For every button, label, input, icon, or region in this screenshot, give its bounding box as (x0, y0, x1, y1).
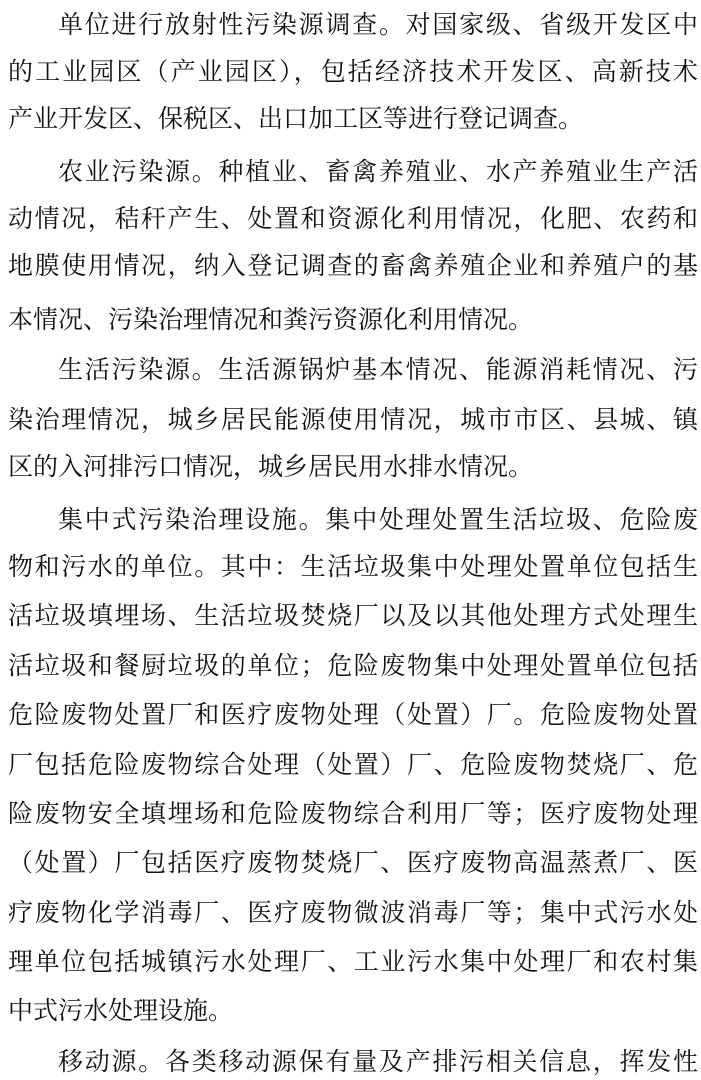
text-line: 单位进行放射性污染源调查。对国家级、省级开发区中 (58, 10, 698, 39)
text-line: 理单位包括城镇污水处理厂、工业污水集中处理厂和农村集 (8, 947, 698, 976)
text-line: 本情况、污染治理情况和粪污资源化利用情况。 (8, 305, 534, 334)
text-line: 危险废物处置厂和医疗废物处理（处置）厂。危险废物处置 (8, 700, 698, 729)
text-line: 动情况，秸秆产生、处置和资源化利用情况，化肥、农药和 (8, 204, 698, 233)
text-line: 物和污水的单位。其中：生活垃圾集中处理处置单位包括生 (8, 552, 698, 581)
text-line: 集中式污染治理设施。集中处理处置生活垃圾、危险废 (58, 505, 698, 534)
text-line: （处置）厂包括医疗废物焚烧厂、医疗废物高温蒸煮厂、医 (8, 848, 698, 877)
text-line: 疗废物化学消毒厂、医疗废物微波消毒厂等；集中式污水处 (8, 898, 698, 927)
text-line: 中式污水处理设施。 (8, 996, 234, 1025)
text-line: 的工业园区（产业园区），包括经济技术开发区、高新技术 (8, 57, 698, 86)
text-line: 农业污染源。种植业、畜禽养殖业、水产养殖业生产活 (58, 157, 698, 186)
text-line: 地膜使用情况，纳入登记调查的畜禽养殖企业和养殖户的基 (8, 251, 698, 280)
text-line: 移动源。各类移动源保有量及产排污相关信息，挥发性 (58, 1047, 698, 1076)
text-line: 区的入河排污口情况，城乡居民用水排水情况。 (8, 452, 534, 481)
text-line: 生活污染源。生活源锅炉基本情况、能源消耗情况、污 (58, 355, 698, 384)
text-line: 厂包括危险废物综合处理（处置）厂、危险废物焚烧厂、危 (8, 750, 698, 779)
text-line: 产业开发区、保税区、出口加工区等进行登记调查。 (8, 104, 584, 133)
text-line: 染治理情况，城乡居民能源使用情况，城市市区、县城、镇 (8, 405, 698, 434)
text-line: 险废物安全填埋场和危险废物综合利用厂等；医疗废物处理 (8, 799, 698, 828)
text-line: 活垃圾和餐厨垃圾的单位；危险废物集中处理处置单位包括 (8, 651, 698, 680)
text-line: 活垃圾填埋场、生活垃圾焚烧厂以及以其他处理方式处理生 (8, 601, 698, 630)
